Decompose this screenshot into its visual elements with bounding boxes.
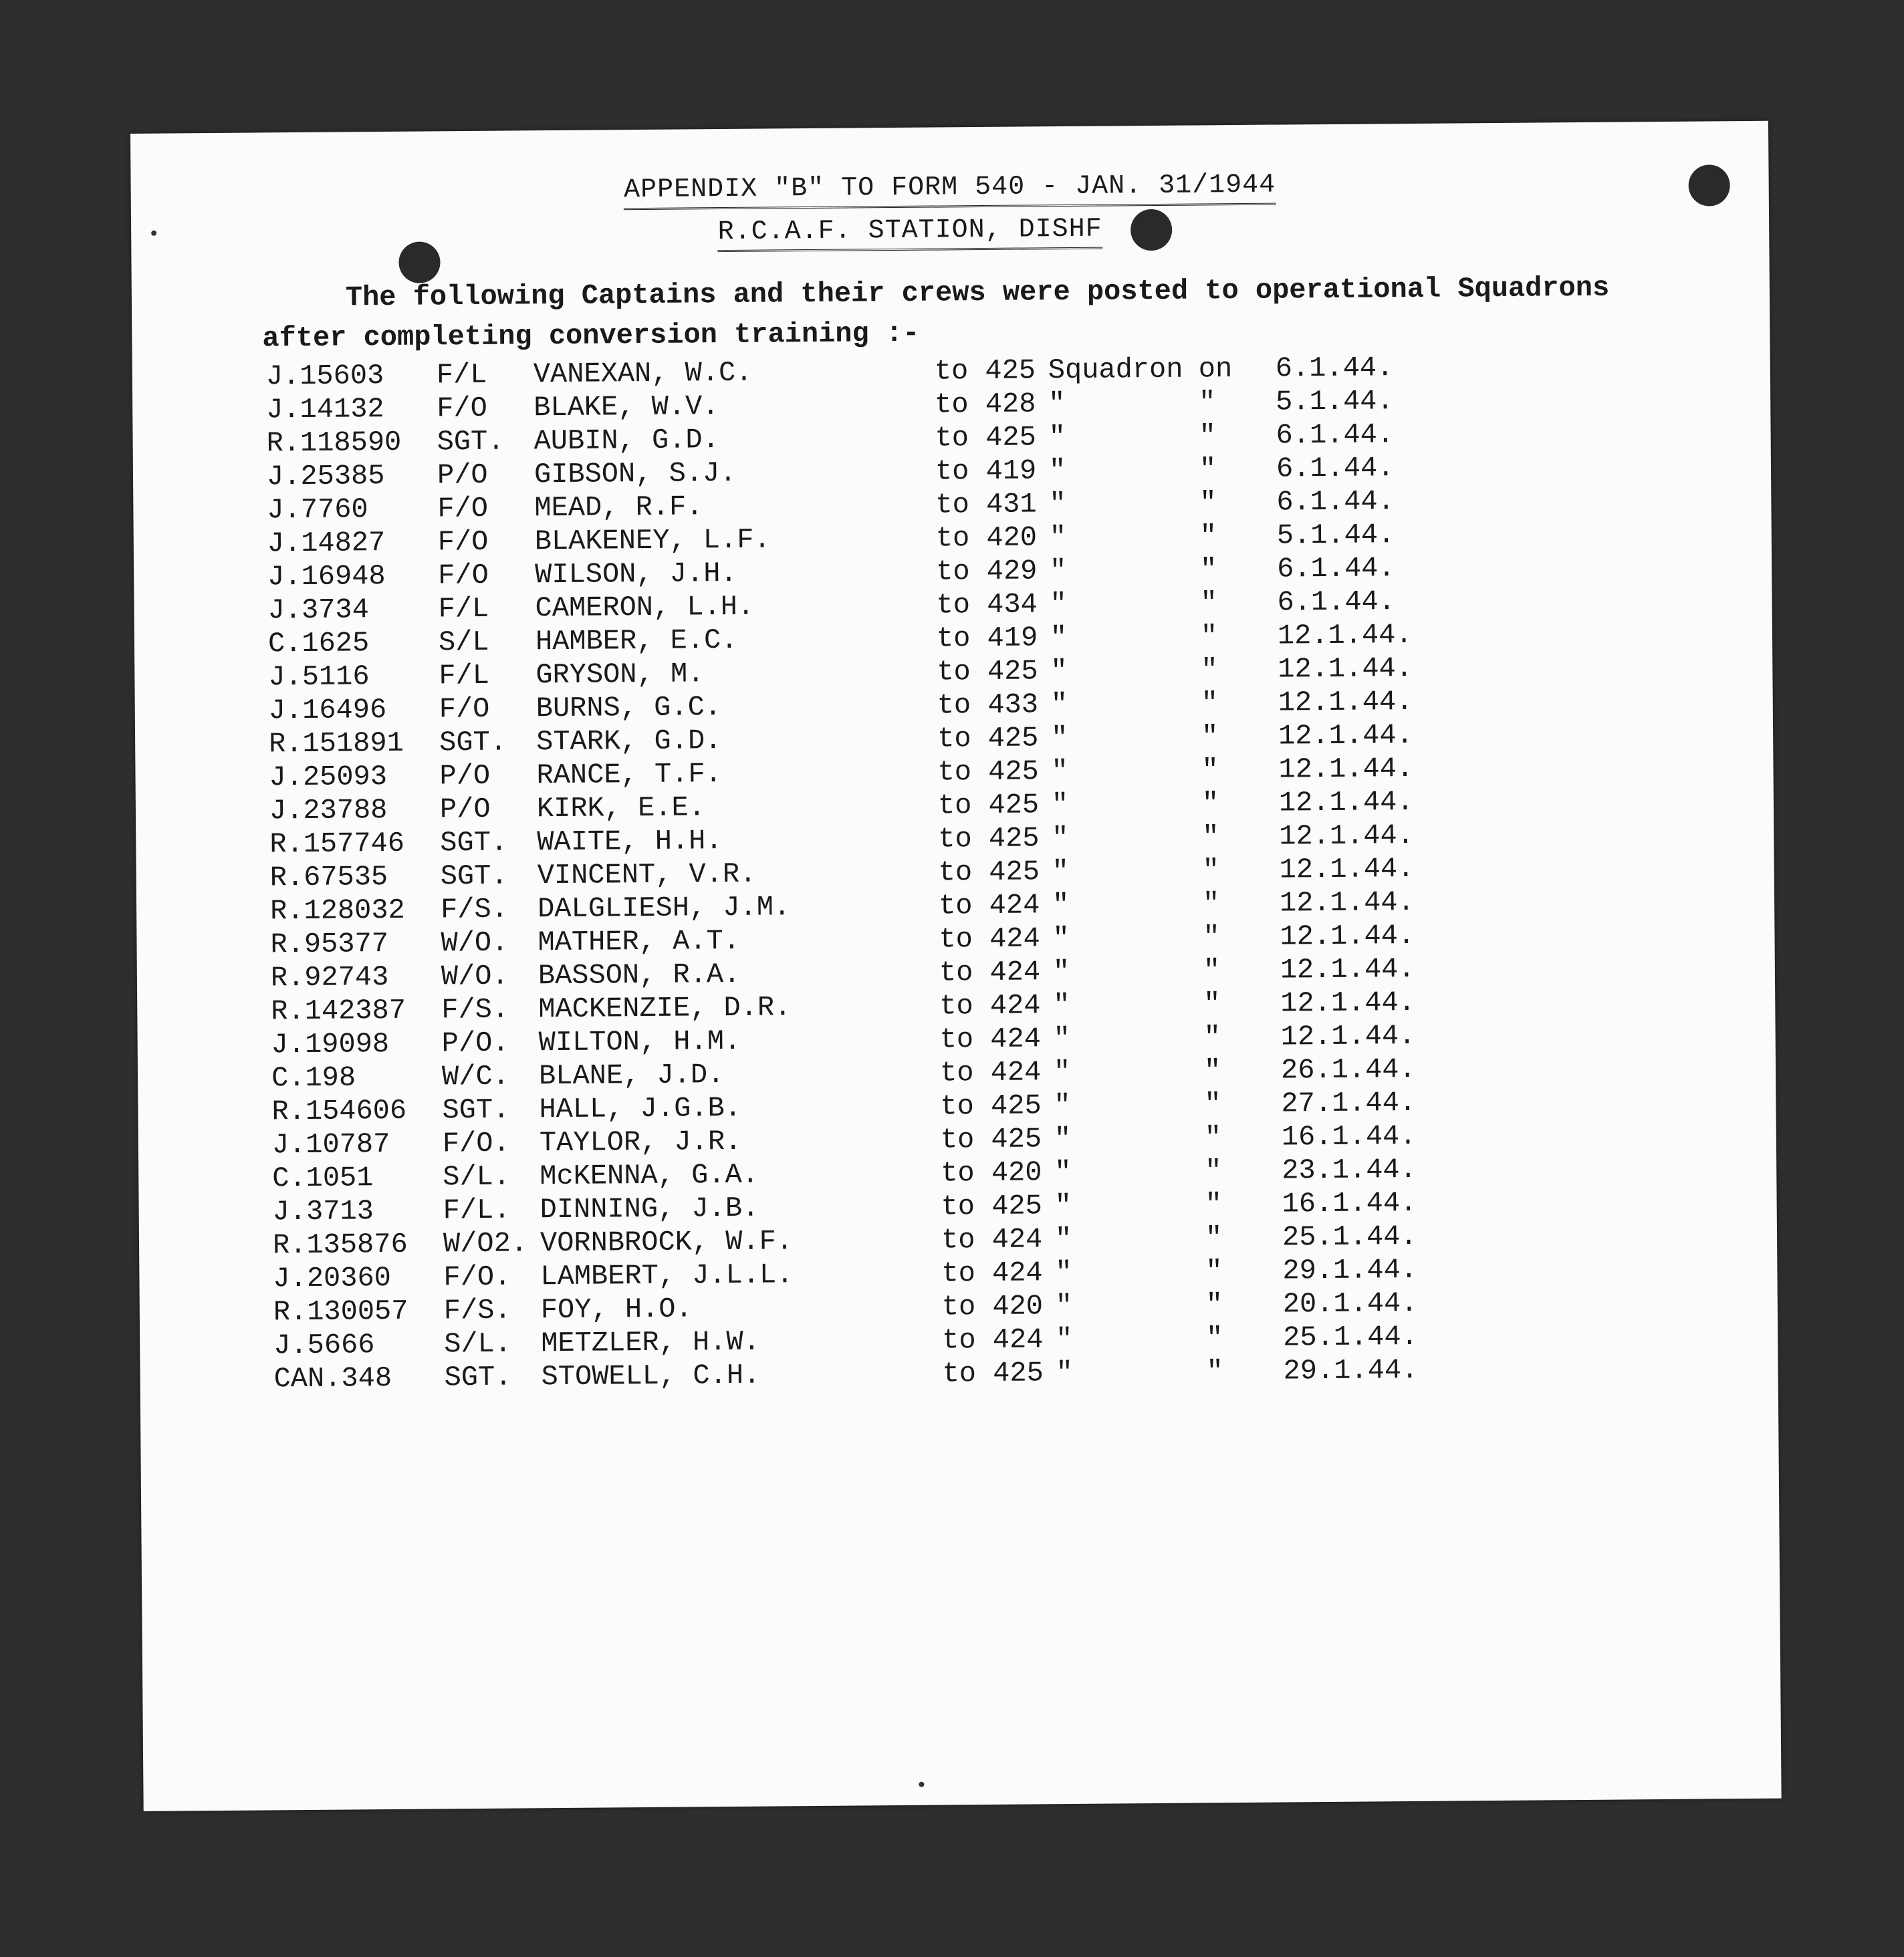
- posting-date: 16.1.44.: [1282, 1186, 1417, 1220]
- posted-to-squadron: to 425: [940, 1089, 1042, 1123]
- on-column: ": [1201, 787, 1219, 820]
- squadron-column: ": [1052, 822, 1069, 855]
- captain-name: McKENNA, G.A.: [540, 1158, 759, 1193]
- on-column: ": [1206, 1355, 1224, 1388]
- captain-name: STARK, G.D.: [536, 725, 722, 759]
- squadron-column: ": [1050, 722, 1068, 755]
- on-column: ": [1200, 620, 1218, 653]
- service-number: C.198: [271, 1061, 356, 1095]
- service-number: J.16948: [267, 560, 386, 594]
- captain-name: KIRK, E.E.: [536, 791, 706, 825]
- on-column: ": [1199, 487, 1217, 519]
- captain-name: DINNING, J.B.: [540, 1192, 759, 1226]
- captain-name: FOY, H.O.: [540, 1293, 693, 1327]
- document-subtitle: [91, 209, 1729, 252]
- posted-to-squadron: to 419: [936, 622, 1038, 655]
- on-column: ": [1202, 821, 1219, 854]
- posting-date: 23.1.44.: [1282, 1153, 1417, 1187]
- captain-name: BASSON, R.A.: [538, 958, 741, 993]
- rank: F/O: [437, 492, 489, 525]
- captain-name: VANEXAN, W.C.: [533, 356, 753, 391]
- service-number: J.15603: [265, 360, 384, 393]
- posting-date: 12.1.44.: [1280, 1019, 1416, 1053]
- captain-name: VINCENT, V.R.: [537, 858, 757, 892]
- on-column: ": [1203, 988, 1221, 1021]
- on-column: ": [1201, 654, 1218, 686]
- service-number: J.14132: [266, 393, 384, 426]
- squadron-column: ": [1056, 1323, 1073, 1356]
- service-number: R.95377: [270, 928, 389, 961]
- rank: W/C.: [441, 1060, 510, 1093]
- on-column: ": [1202, 854, 1220, 887]
- document-title-text: APPENDIX "B" TO FORM 540 - JAN. 31/1944: [624, 170, 1276, 211]
- rank: S/L.: [444, 1327, 512, 1361]
- squadron-column: ": [1052, 889, 1070, 922]
- on-column: ": [1199, 420, 1217, 452]
- posting-date: 12.1.44.: [1277, 618, 1413, 652]
- captain-name: MEAD, R.F.: [534, 491, 703, 525]
- service-number: J.10787: [271, 1128, 390, 1162]
- posted-to-squadron: to 425: [942, 1357, 1044, 1390]
- on-column: ": [1202, 888, 1220, 920]
- rank: F/S.: [443, 1294, 511, 1327]
- on-column: ": [1204, 1122, 1222, 1154]
- captain-name: STOWELL, C.H.: [541, 1359, 761, 1394]
- service-number: C.1625: [267, 627, 370, 660]
- service-number: J.20360: [273, 1261, 392, 1295]
- rank: W/O2.: [443, 1227, 528, 1261]
- squadron-column: ": [1050, 688, 1068, 721]
- captain-name: HAMBER, E.C.: [535, 624, 738, 658]
- squadron-column: ": [1053, 1055, 1071, 1089]
- posted-to-squadron: to 425: [940, 1123, 1042, 1156]
- squadron-column: ": [1053, 989, 1070, 1022]
- posted-to-squadron: to 434: [936, 588, 1038, 622]
- rank: F/O: [437, 525, 489, 559]
- service-number: R.128032: [269, 894, 405, 928]
- on-column: ": [1199, 553, 1217, 586]
- rank: F/S.: [440, 893, 509, 926]
- captain-name: AUBIN, G.D.: [533, 424, 720, 458]
- posting-date: 26.1.44.: [1280, 1053, 1416, 1087]
- squadron-column: Squadron: [1048, 353, 1183, 387]
- posting-date: 27.1.44.: [1281, 1086, 1417, 1120]
- on-column: ": [1205, 1255, 1223, 1288]
- posted-to-squadron: to 424: [941, 1223, 1043, 1257]
- posted-to-squadron: to 425: [937, 655, 1038, 688]
- service-number: CAN.348: [273, 1361, 392, 1396]
- on-column: ": [1203, 1021, 1221, 1054]
- squadron-column: ": [1054, 1222, 1072, 1256]
- captain-name: RANCE, T.F.: [536, 758, 722, 792]
- squadron-column: ": [1049, 521, 1067, 554]
- rank: F/L.: [443, 1194, 511, 1227]
- posting-date: 6.1.44.: [1276, 452, 1395, 485]
- rank: SGT.: [437, 425, 505, 459]
- captain-name: GRYSON, M.: [536, 658, 705, 692]
- squadron-column: ": [1049, 488, 1066, 521]
- captain-name: BURNS, G.C.: [536, 691, 722, 725]
- posting-date: 12.1.44.: [1280, 986, 1416, 1020]
- posting-date: 16.1.44.: [1281, 1120, 1417, 1154]
- posted-to-squadron: to 425: [935, 421, 1037, 454]
- service-number: R.135876: [272, 1228, 408, 1262]
- service-number: R.157746: [269, 827, 405, 861]
- on-column: ": [1199, 386, 1216, 419]
- posting-date: 12.1.44.: [1279, 886, 1415, 920]
- squadron-column: ": [1051, 755, 1068, 788]
- squadron-column: ": [1053, 1023, 1071, 1055]
- service-number: J.14827: [267, 527, 386, 560]
- service-number: J.3734: [267, 594, 370, 627]
- rank: SGT.: [444, 1361, 512, 1394]
- posting-date: 12.1.44.: [1278, 652, 1413, 686]
- squadron-column: ": [1056, 1356, 1074, 1390]
- posted-to-squadron: to 433: [937, 688, 1039, 722]
- rank: F/L: [439, 659, 490, 692]
- rank: F/O: [438, 559, 489, 592]
- posted-to-squadron: to 424: [938, 889, 1040, 922]
- posting-date: 5.1.44.: [1276, 519, 1395, 552]
- posting-date: 29.1.44.: [1282, 1253, 1418, 1287]
- squadron-column: ": [1050, 622, 1068, 654]
- on-column: on: [1198, 353, 1233, 386]
- posted-to-squadron: to 425: [938, 856, 1040, 889]
- service-number: J.5116: [268, 660, 370, 694]
- posting-date: 12.1.44.: [1278, 752, 1414, 786]
- captain-name: WILTON, H.M.: [538, 1025, 741, 1059]
- squadron-column: ": [1054, 1156, 1072, 1189]
- rank: P/O: [439, 793, 491, 826]
- posting-date: 29.1.44.: [1283, 1353, 1419, 1388]
- posted-to-squadron: to 429: [935, 555, 1038, 588]
- rank: F/S.: [441, 993, 509, 1027]
- posted-to-squadron: to 420: [941, 1156, 1042, 1190]
- squadron-column: ": [1051, 789, 1069, 821]
- rank: S/L.: [443, 1160, 511, 1194]
- service-number: R.142387: [271, 994, 406, 1028]
- posting-date: 6.1.44.: [1276, 552, 1395, 585]
- service-number: J.5666: [273, 1329, 375, 1362]
- intro-line-2: after completing conversion training :-: [262, 317, 920, 355]
- service-number: R.67535: [269, 861, 388, 894]
- posting-date: 6.1.44.: [1276, 418, 1395, 452]
- posted-to-squadron: to 431: [935, 488, 1037, 521]
- rank: SGT.: [442, 1093, 510, 1127]
- rank: F/O.: [442, 1127, 510, 1160]
- service-number: J.3713: [272, 1195, 374, 1228]
- posted-to-squadron: to 424: [941, 1257, 1043, 1290]
- captain-name: BLAKE, W.V.: [533, 390, 719, 424]
- service-number: R.130057: [273, 1295, 408, 1329]
- squadron-column: ": [1048, 454, 1066, 487]
- posted-to-squadron: to 420: [941, 1290, 1044, 1323]
- service-number: J.16496: [268, 694, 387, 727]
- captain-name: METZLER, H.W.: [541, 1325, 761, 1360]
- intro-line-1-text: The following Captains and their crews were posted to operational Squadrons: [345, 271, 1610, 314]
- document-subtitle-text: R.C.A.F. STATION, DISHF: [717, 215, 1102, 253]
- on-column: ": [1200, 587, 1217, 620]
- posting-date: 6.1.44.: [1276, 485, 1395, 519]
- service-number: J.25385: [266, 460, 385, 493]
- rank: P/O: [437, 459, 488, 492]
- captain-name: DALGLIESH, J.M.: [537, 891, 791, 926]
- posted-to-squadron: to 425: [938, 822, 1040, 856]
- on-column: ": [1203, 1055, 1221, 1087]
- captain-name: BLAKENEY, L.F.: [534, 523, 771, 558]
- squadron-column: ": [1054, 1089, 1071, 1122]
- squadron-column: ": [1048, 421, 1066, 454]
- squadron-column: ": [1052, 922, 1070, 955]
- posted-to-squadron: to 424: [939, 956, 1041, 989]
- on-column: ": [1199, 520, 1217, 553]
- posting-list: [266, 348, 1745, 1396]
- posted-to-squadron: to 424: [939, 989, 1041, 1023]
- on-column: ": [1205, 1289, 1223, 1321]
- on-column: ": [1205, 1155, 1222, 1188]
- posting-date: 20.1.44.: [1282, 1287, 1418, 1321]
- posting-date: 12.1.44.: [1278, 785, 1414, 819]
- on-column: ": [1203, 921, 1220, 954]
- posting-date: 12.1.44.: [1279, 819, 1415, 853]
- document-title: [131, 166, 1769, 209]
- rank: SGT.: [439, 726, 507, 759]
- posting-date: 6.1.44.: [1275, 352, 1394, 385]
- captain-name: WILSON, J.H.: [535, 557, 737, 592]
- service-number: J.7760: [267, 493, 368, 527]
- posting-date: 12.1.44.: [1280, 919, 1415, 953]
- squadron-column: ": [1049, 555, 1067, 588]
- posting-date: 25.1.44.: [1283, 1320, 1419, 1354]
- squadron-column: ": [1050, 588, 1067, 621]
- service-number: R.118590: [266, 426, 402, 460]
- posted-to-squadron: to 425: [934, 354, 1036, 388]
- posting-date: 25.1.44.: [1282, 1220, 1417, 1254]
- rank: SGT.: [440, 826, 508, 860]
- squadron-column: ": [1055, 1289, 1073, 1323]
- ink-speck: [919, 1782, 924, 1787]
- captain-name: MATHER, A.T.: [538, 924, 741, 959]
- captain-name: CAMERON, L.H.: [535, 590, 755, 625]
- captain-name: BLANE, J.D.: [538, 1059, 725, 1093]
- service-number: J.25093: [269, 761, 388, 794]
- captain-name: LAMBERT, J.L.L.: [540, 1259, 794, 1293]
- captain-name: WAITE, H.H.: [537, 825, 723, 859]
- posted-to-squadron: to 424: [939, 1023, 1042, 1056]
- posted-to-squadron: to 425: [937, 789, 1040, 822]
- service-number: J.23788: [269, 794, 388, 827]
- on-column: ": [1204, 1088, 1221, 1121]
- service-number: J.19098: [271, 1028, 390, 1061]
- posted-to-squadron: to 424: [942, 1323, 1044, 1357]
- squadron-column: ": [1054, 1189, 1072, 1222]
- on-column: ": [1199, 453, 1217, 486]
- rank: P/O: [439, 759, 491, 793]
- captain-name: MACKENZIE, D.R.: [538, 991, 792, 1026]
- captain-name: TAYLOR, J.R.: [539, 1125, 742, 1160]
- posting-date: 12.1.44.: [1279, 852, 1415, 886]
- rank: F/O: [439, 692, 490, 726]
- intro-paragraph: [262, 267, 1680, 359]
- on-column: ": [1201, 721, 1219, 753]
- on-column: ": [1205, 1188, 1223, 1221]
- posting-date: 12.1.44.: [1278, 685, 1413, 719]
- posting-date: 5.1.44.: [1276, 385, 1394, 418]
- posting-date: 12.1.44.: [1280, 952, 1415, 987]
- rank: S/L: [438, 626, 489, 659]
- captain-name: VORNBROCK, W.F.: [540, 1225, 794, 1260]
- on-column: ": [1201, 687, 1219, 720]
- posted-to-squadron: to 419: [935, 454, 1037, 488]
- document-page: [130, 121, 1782, 1811]
- on-column: ": [1201, 754, 1219, 787]
- posted-to-squadron: to 428: [935, 388, 1036, 421]
- posting-date: 12.1.44.: [1278, 719, 1413, 753]
- service-number: R.154606: [271, 1094, 407, 1128]
- rank: W/O.: [441, 926, 509, 960]
- service-number: R.151891: [268, 727, 404, 761]
- on-column: ": [1205, 1222, 1223, 1255]
- squadron-column: ": [1048, 388, 1066, 420]
- on-column: ": [1206, 1322, 1223, 1355]
- posted-to-squadron: to 425: [941, 1190, 1043, 1223]
- captain-name: HALL, J.G.B.: [539, 1091, 742, 1126]
- posting-date: 6.1.44.: [1277, 585, 1396, 619]
- squadron-column: ": [1052, 856, 1070, 888]
- rank: P/O.: [441, 1027, 509, 1060]
- posted-to-squadron: to 424: [939, 1056, 1042, 1089]
- rank: F/L: [438, 592, 489, 626]
- squadron-column: ": [1054, 1122, 1072, 1156]
- service-number: R.92743: [270, 961, 389, 995]
- squadron-column: ": [1050, 655, 1068, 688]
- rank: F/L: [436, 358, 487, 392]
- posted-to-squadron: to 420: [935, 521, 1038, 555]
- rank: SGT.: [440, 860, 508, 893]
- rank: F/O.: [443, 1261, 511, 1294]
- rank: F/O: [437, 392, 488, 425]
- posted-to-squadron: to 424: [939, 922, 1040, 956]
- posted-to-squadron: to 425: [937, 755, 1039, 789]
- service-number: C.1051: [272, 1162, 374, 1195]
- squadron-column: ": [1052, 956, 1070, 989]
- squadron-column: ": [1055, 1256, 1072, 1289]
- rank: W/O.: [441, 960, 509, 993]
- captain-name: GIBSON, S.J.: [533, 456, 737, 491]
- on-column: ": [1203, 954, 1221, 987]
- posted-to-squadron: to 425: [937, 722, 1039, 755]
